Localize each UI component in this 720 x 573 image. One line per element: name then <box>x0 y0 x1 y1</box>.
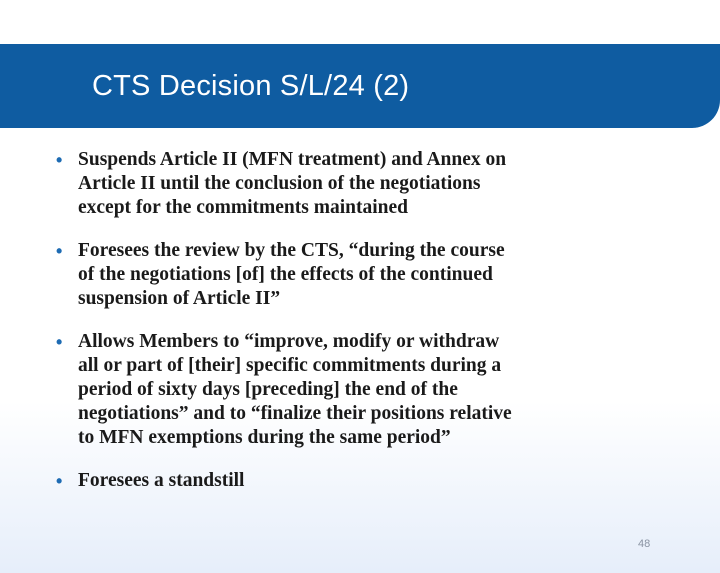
bullet-marker: • <box>56 150 63 170</box>
bullet-item <box>54 469 654 493</box>
bullet-item <box>54 148 654 220</box>
title-band <box>0 44 720 128</box>
bullet-item <box>54 330 654 450</box>
bullet-text: Foresees the review by the CTS, “during the course of the negotiations [of] the effects of the continued suspension of Article II” <box>78 240 505 309</box>
page-number: 48 <box>638 538 651 550</box>
slide-title: CTS Decision S/L/24 (2) <box>92 70 410 102</box>
bullet-item <box>54 239 654 311</box>
bullet-text: Suspends Article II (MFN treatment) and Annex on Article II until the conclusion of the negotiations except for the commitments maintained <box>78 149 507 218</box>
bullet-list <box>54 148 654 512</box>
bullet-text: Allows Members to “improve, modify or withdraw all or part of [their] specific commitments during a period of sixty days [preceding] the end of the negotiations” and to “finalize their positions relative to MFN exemptions during the same period” <box>78 331 512 448</box>
bullet-marker: • <box>56 241 63 261</box>
bullet-marker: • <box>56 471 63 491</box>
bullet-marker: • <box>56 332 63 352</box>
bullet-text: Foresees a standstill <box>78 470 245 491</box>
